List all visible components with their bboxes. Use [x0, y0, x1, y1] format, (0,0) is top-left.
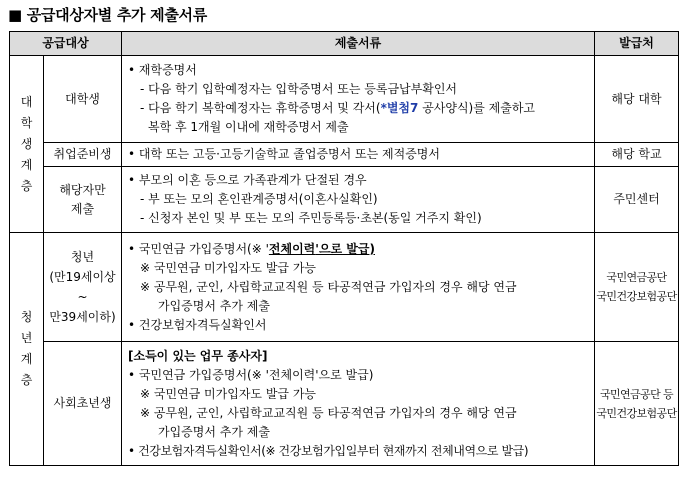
row-label-jobseeker: 취업준비생 — [44, 143, 122, 167]
table-header-row — [10, 32, 679, 56]
issuer-pension: 국민연금공단 등 — [599, 387, 674, 401]
table-row-student — [10, 56, 679, 143]
row-label-youth — [44, 233, 122, 342]
doc-line: - 다음 학기 입학예정자는 입학증명서 또는 등록금납부확인서 — [140, 82, 458, 96]
doc-line: ※ 국민연금 미가입자도 발급 가능 — [140, 260, 317, 275]
docs-student — [122, 56, 595, 143]
documents-table — [9, 31, 679, 466]
row-label-worker: 사회초년생 — [44, 342, 122, 466]
group-univ — [10, 56, 44, 233]
group-youth — [10, 233, 44, 466]
table-row-youth — [10, 233, 679, 342]
doc-text: '으로 발급) — [315, 241, 375, 256]
row-label-line: (만19세이상 — [49, 270, 116, 284]
doc-text: - 다음 학기 복학예정자는 휴학증명서 및 각서( — [140, 101, 381, 115]
doc-line: 복학 후 1개월 이내에 재학증명서 제출 — [148, 120, 349, 134]
group-youth-label: 청 년 계 층 — [20, 310, 33, 387]
issuer-health: 국민건강보험공단 — [596, 290, 677, 303]
doc-line: ※ 국민연금 미가입자도 발급 가능 — [140, 386, 317, 401]
group-univ-label: 대 학 생 계 층 — [20, 94, 33, 193]
issuer-pension: 국민연금공단 — [606, 271, 667, 284]
docs-worker — [122, 342, 595, 466]
row-label-line: 제출 — [70, 201, 95, 216]
doc-line: • 부모의 이혼 등으로 가족관계가 단절된 경우 — [128, 173, 367, 187]
row-label-student: 대학생 — [44, 56, 122, 143]
doc-line — [128, 99, 590, 118]
header-target: 공급대상 — [10, 32, 122, 56]
table-row-worker — [10, 342, 679, 466]
table-row-parentless — [10, 167, 679, 233]
docs-youth — [122, 233, 595, 342]
doc-text: 공사양식)를 제출하고 — [418, 101, 536, 115]
row-label-line: ~ — [77, 290, 88, 304]
doc-line: ※ 공무원, 군인, 사립학교교직원 등 타공적연금 가입자의 경우 해당 연금 — [140, 279, 517, 294]
issuer-jobseeker: 해당 학교 — [595, 143, 679, 167]
issuer-health: 국민건강보험공단 — [596, 406, 677, 420]
row-label-line: 청년 — [70, 250, 95, 264]
row-label-line: 만39세이하) — [49, 310, 116, 324]
doc-line — [128, 240, 590, 259]
doc-line: • 건강보험자격득실확인서 — [128, 317, 267, 332]
doc-line: • 국민연금 가입증명서(※ '전체이력'으로 발급) — [128, 367, 374, 382]
header-issuer: 발급처 — [595, 32, 679, 56]
doc-line: - 신청자 본인 및 부 또는 모의 주민등록등·초본(동일 거주지 확인) — [140, 211, 482, 225]
doc-section-header: [소득이 있는 업무 종사자] — [128, 348, 268, 363]
issuer-student: 해당 대학 — [595, 56, 679, 143]
table-row-jobseeker — [10, 143, 679, 167]
doc-line: 가입증명서 추가 제출 — [158, 298, 270, 313]
doc-line: • 재학증명서 — [128, 63, 197, 77]
docs-jobseeker — [122, 143, 595, 167]
doc-emphasis: 전체이력 — [268, 241, 316, 256]
doc-line: ※ 공무원, 군인, 사립학교교직원 등 타공적연금 가입자의 경우 해당 연금 — [140, 405, 517, 420]
page-title: ■ 공급대상자별 추가 제출서류 — [8, 6, 207, 24]
header-docs: 제출서류 — [122, 32, 595, 56]
doc-text: • 국민연금 가입증명서(※ ' — [128, 241, 269, 256]
row-label-line: 해당자만 — [59, 182, 106, 197]
docs-parentless — [122, 167, 595, 233]
issuer-youth — [595, 233, 679, 342]
attachment-ref: *별첨7 — [380, 101, 419, 115]
issuer-worker — [595, 342, 679, 466]
doc-line: - 부 또는 모의 혼인관계증명서(이혼사실확인) — [140, 192, 378, 206]
row-label-parentless — [44, 167, 122, 233]
doc-line: • 대학 또는 고등·고등기술학교 졸업증명서 또는 제적증명서 — [128, 147, 440, 161]
issuer-parentless: 주민센터 — [595, 167, 679, 233]
doc-line: 가입증명서 추가 제출 — [158, 424, 270, 439]
doc-line: • 건강보험자격득실확인서(※ 건강보험가입일부터 현재까지 전체내역으로 발급) — [128, 443, 529, 458]
